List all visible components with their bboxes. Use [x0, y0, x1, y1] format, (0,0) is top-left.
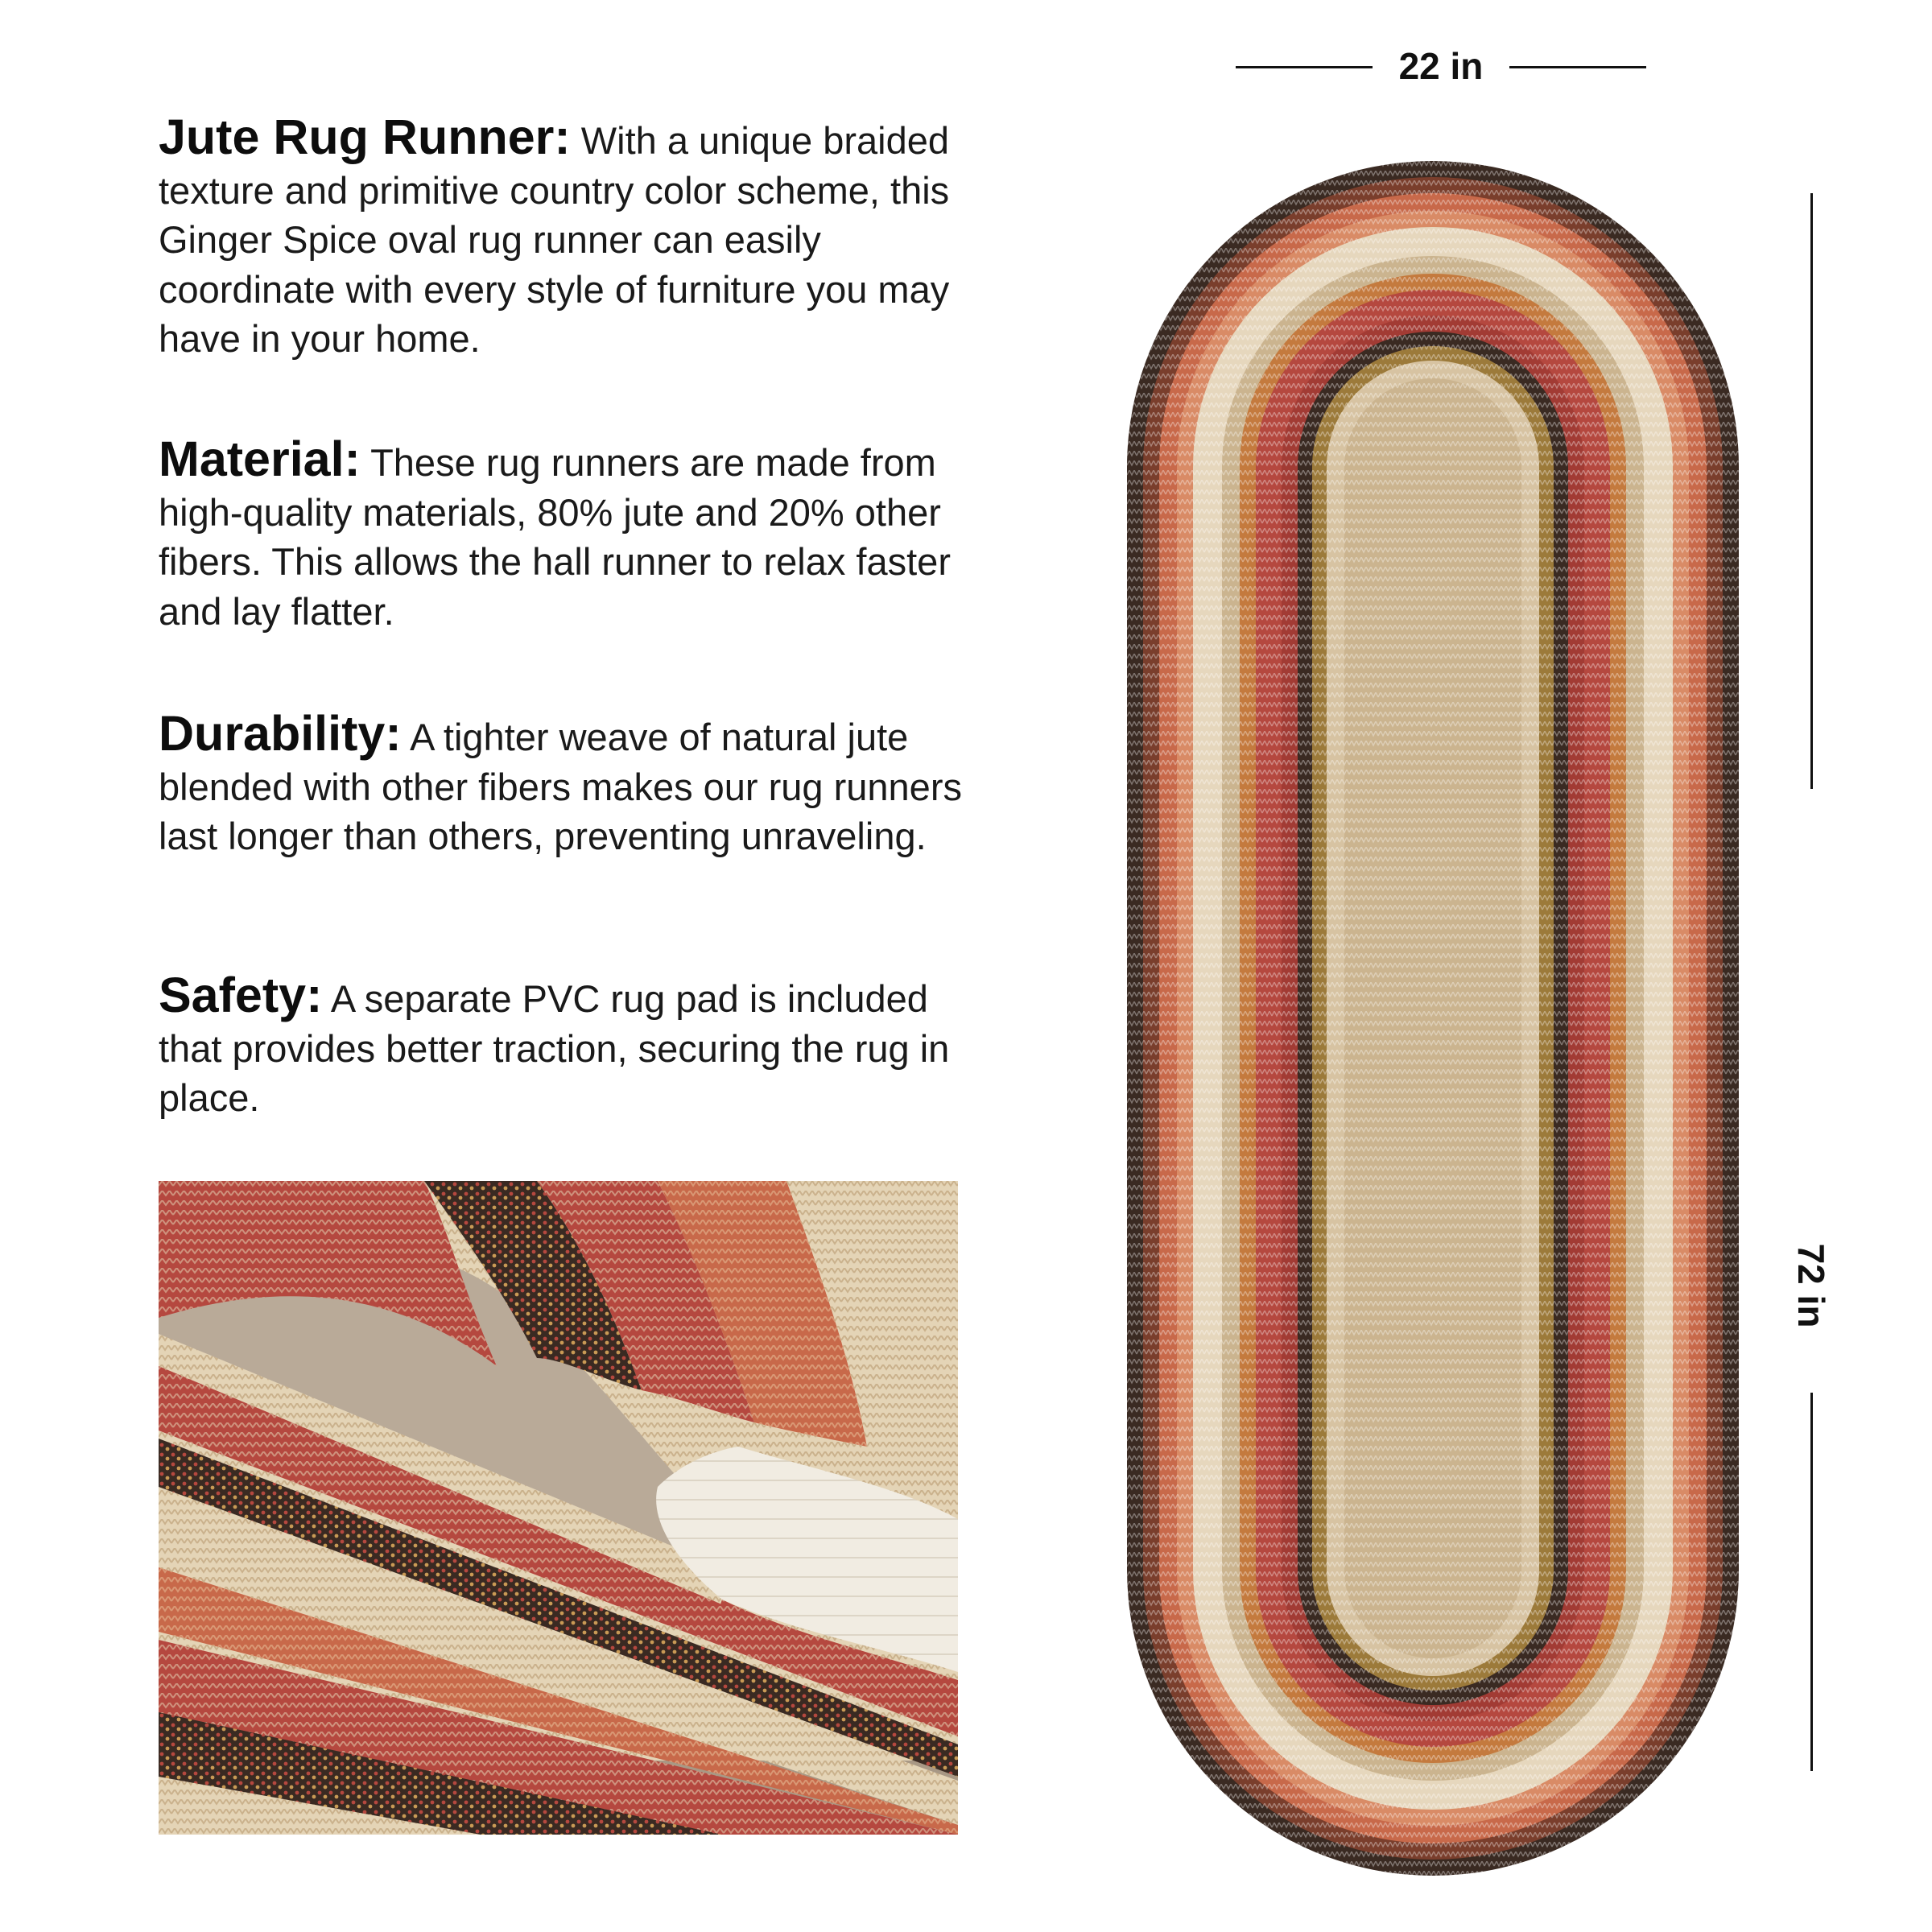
rug-rings: [1127, 161, 1739, 1876]
width-label: 22 in: [1398, 45, 1484, 87]
feature-durability: [159, 706, 980, 861]
dimension-line: [1509, 66, 1646, 68]
rug-pad-closeup-illustration: [159, 1181, 958, 1835]
feature-description: A tighter weave of natural jute blended with other fibers makes our rug runners last longer than others, preventing unraveling.: [159, 716, 962, 857]
dimension-line: [1810, 1393, 1813, 1771]
length-dimension: [1779, 193, 1843, 1771]
length-label: 72 in: [1790, 1243, 1832, 1328]
feature-heading: Jute Rug Runner:: [159, 109, 571, 164]
rug-pad-closeup-photo: [159, 1181, 958, 1835]
feature-material: [159, 431, 980, 636]
feature-description: A separate PVC rug pad is included that provides better traction, securing the rug in place.: [159, 977, 950, 1119]
feature-heading: Safety:: [159, 968, 323, 1022]
feature-jute-rug-runner: [159, 109, 980, 364]
width-dimension: [1236, 40, 1646, 89]
feature-description: With a unique braided texture and primitive country color scheme, this Ginger Spice oval rug runner can easily coordinate with every style of furniture you may have in your home.: [159, 119, 950, 360]
dimension-line: [1810, 193, 1813, 789]
feature-heading: Durability:: [159, 706, 402, 761]
feature-description: These rug runners are made from high-quality materials, 80% jute and 20% other fibers. This allows the hall runner to relax faster and lay flatter.: [159, 441, 951, 633]
oval-braided-rug-illustration: [1127, 161, 1739, 1876]
feature-safety: [159, 968, 980, 1123]
feature-heading: Material:: [159, 431, 361, 486]
